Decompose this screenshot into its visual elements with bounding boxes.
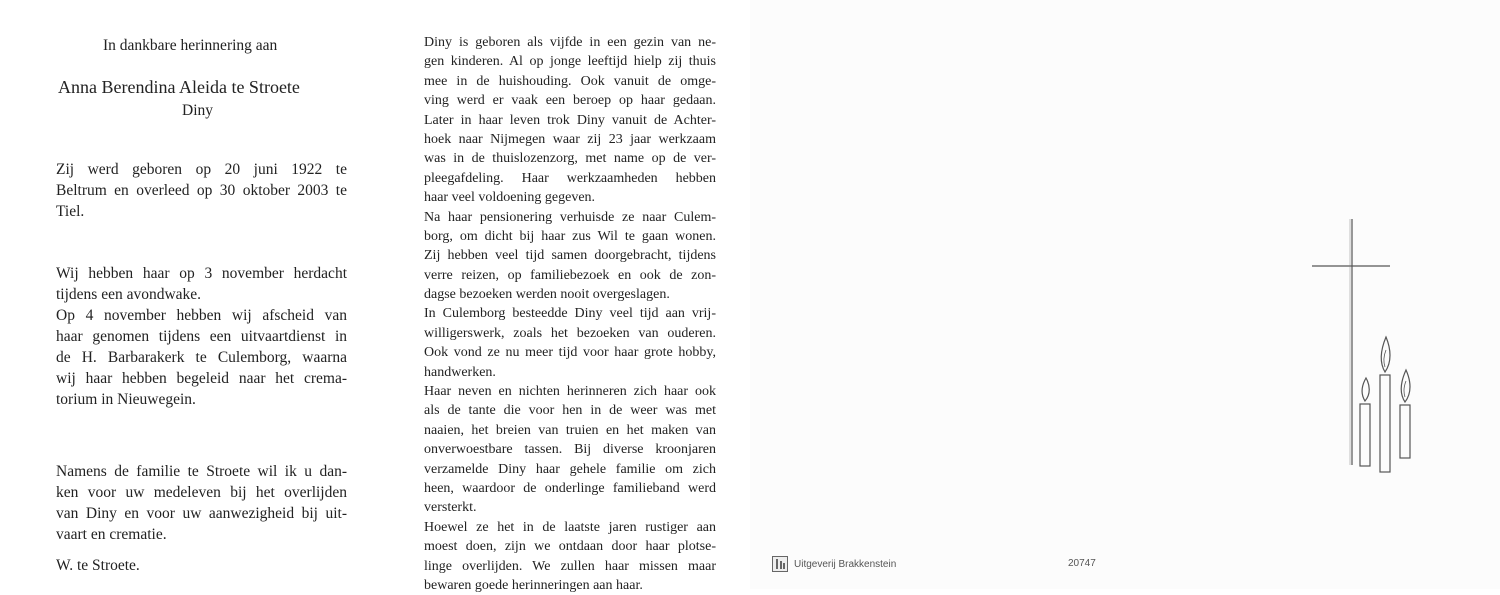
biography-line: Later in haar leven trok Diny vanuit de Achter- <box>424 112 716 128</box>
biography-line: borg, om dicht bij haar zus Wil te gaan wonen. <box>424 228 716 244</box>
biography-line: pleegafdeling. Haar werkzaamheden hebben <box>424 170 716 186</box>
biography-line: als de tante die voor hen in de weer was met <box>424 403 716 419</box>
biography-line: onverwoestbare tassen. Bij diverse kroonjaren <box>424 442 716 458</box>
farewell-line: torium in Nieuwegein. <box>56 391 196 408</box>
biography-line: versterkt. <box>424 500 477 516</box>
biography-line: was in de thuislozenzorg, met name op de ver- <box>424 151 716 167</box>
farewell-line: Op 4 november hebben wij afscheid van <box>56 307 347 324</box>
biography-line: Haar neven en nichten herinneren zich haar ook <box>424 384 716 400</box>
biography-line: mee in de huishouding. Ook vanuit de omge- <box>424 73 716 89</box>
biography-line: verre reizen, op familiebezoek en ook de zon- <box>424 267 716 283</box>
birth-paragraph <box>56 159 347 222</box>
thanks-line: vaart en crematie. <box>56 526 167 543</box>
biography-line: dagse bezoeken werden nooit overgeslagen. <box>424 287 670 303</box>
farewell-paragraph <box>56 263 347 410</box>
intro-text: In dankbare herinnering aan <box>103 37 278 54</box>
biography-line: Hoewel ze het in de laatste jaren rustiger aan <box>424 519 716 535</box>
biography-line: naaien, het breien van truien en het maken van <box>424 422 716 438</box>
publisher <box>772 556 896 572</box>
biography-line: Ook vond ze nu meer tijd voor haar grote hobby, <box>424 345 716 361</box>
farewell-line: de H. Barbarakerk te Culemborg, waarna <box>56 349 347 366</box>
biography-line: hoek naar Nijmegen waar zij 23 jaar werkzaam <box>424 131 716 147</box>
farewell-line: tijdens een avondwake. <box>56 286 202 303</box>
biography-line: heen, waardoor de onderlinge familieband werd <box>424 480 716 496</box>
biography-line: handwerken. <box>424 364 496 380</box>
biography-line: moest doen, zijn we ontdaan door haar plotse- <box>424 539 716 555</box>
biography-line: Na haar pensionering verhuisde ze naar Culem- <box>424 209 716 225</box>
biography-line: linge overlijden. We zullen haar missen maar <box>424 558 716 574</box>
biography-line: haar veel voldoening gegeven. <box>424 190 596 206</box>
cross-candles-icon <box>1300 215 1420 475</box>
thanks-line: van Diny en voor uw aanwezigheid bij uit- <box>56 505 347 522</box>
biography-line: ving werd er vaak een beroep op haar gedaan. <box>424 93 716 109</box>
publisher-logo-icon <box>772 556 788 572</box>
thanks-line: ken voor uw medeleven bij het overlijden <box>56 484 347 501</box>
nickname: Diny <box>182 102 213 119</box>
signature: W. te Stroete. <box>56 557 140 574</box>
farewell-line: haar genomen tijdens een uitvaartdienst in <box>56 328 347 345</box>
birth-line: Beltrum en overleed op 30 oktober 2003 te <box>56 182 347 199</box>
publisher-name: Uitgeverij Brakkenstein <box>794 558 897 570</box>
biography-line: Zij hebben veel tijd samen doorgebracht, tijdens <box>424 248 716 264</box>
deceased-name: Anna Berendina Aleida te Stroete <box>58 77 300 97</box>
biography-text <box>424 33 716 595</box>
biography-line: gen kinderen. Al op jonge leeftijd hielp zij thuis <box>424 54 716 70</box>
farewell-line: Wij hebben haar op 3 november herdacht <box>56 265 347 282</box>
biography-line: verzamelde Diny haar gehele familie om zich <box>424 461 716 477</box>
birth-line: Tiel. <box>56 203 85 220</box>
biography-line: willigerswerk, zoals het bezoeken van ouderen. <box>424 325 716 341</box>
thanks-line: Namens de familie te Stroete wil ik u dan- <box>56 463 347 480</box>
farewell-line: wij haar hebben begeleid naar het crema- <box>56 370 347 387</box>
thanks-paragraph <box>56 461 347 545</box>
card-code: 20747 <box>1068 558 1096 569</box>
biography-line: bewaren goede herinneringen aan haar. <box>424 577 643 593</box>
biography-line: Diny is geboren als vijfde in een gezin van ne- <box>424 35 716 50</box>
biography-line: In Culemborg besteedde Diny veel tijd aan vrij- <box>424 306 716 322</box>
birth-line: Zij werd geboren op 20 juni 1922 te <box>56 161 347 178</box>
